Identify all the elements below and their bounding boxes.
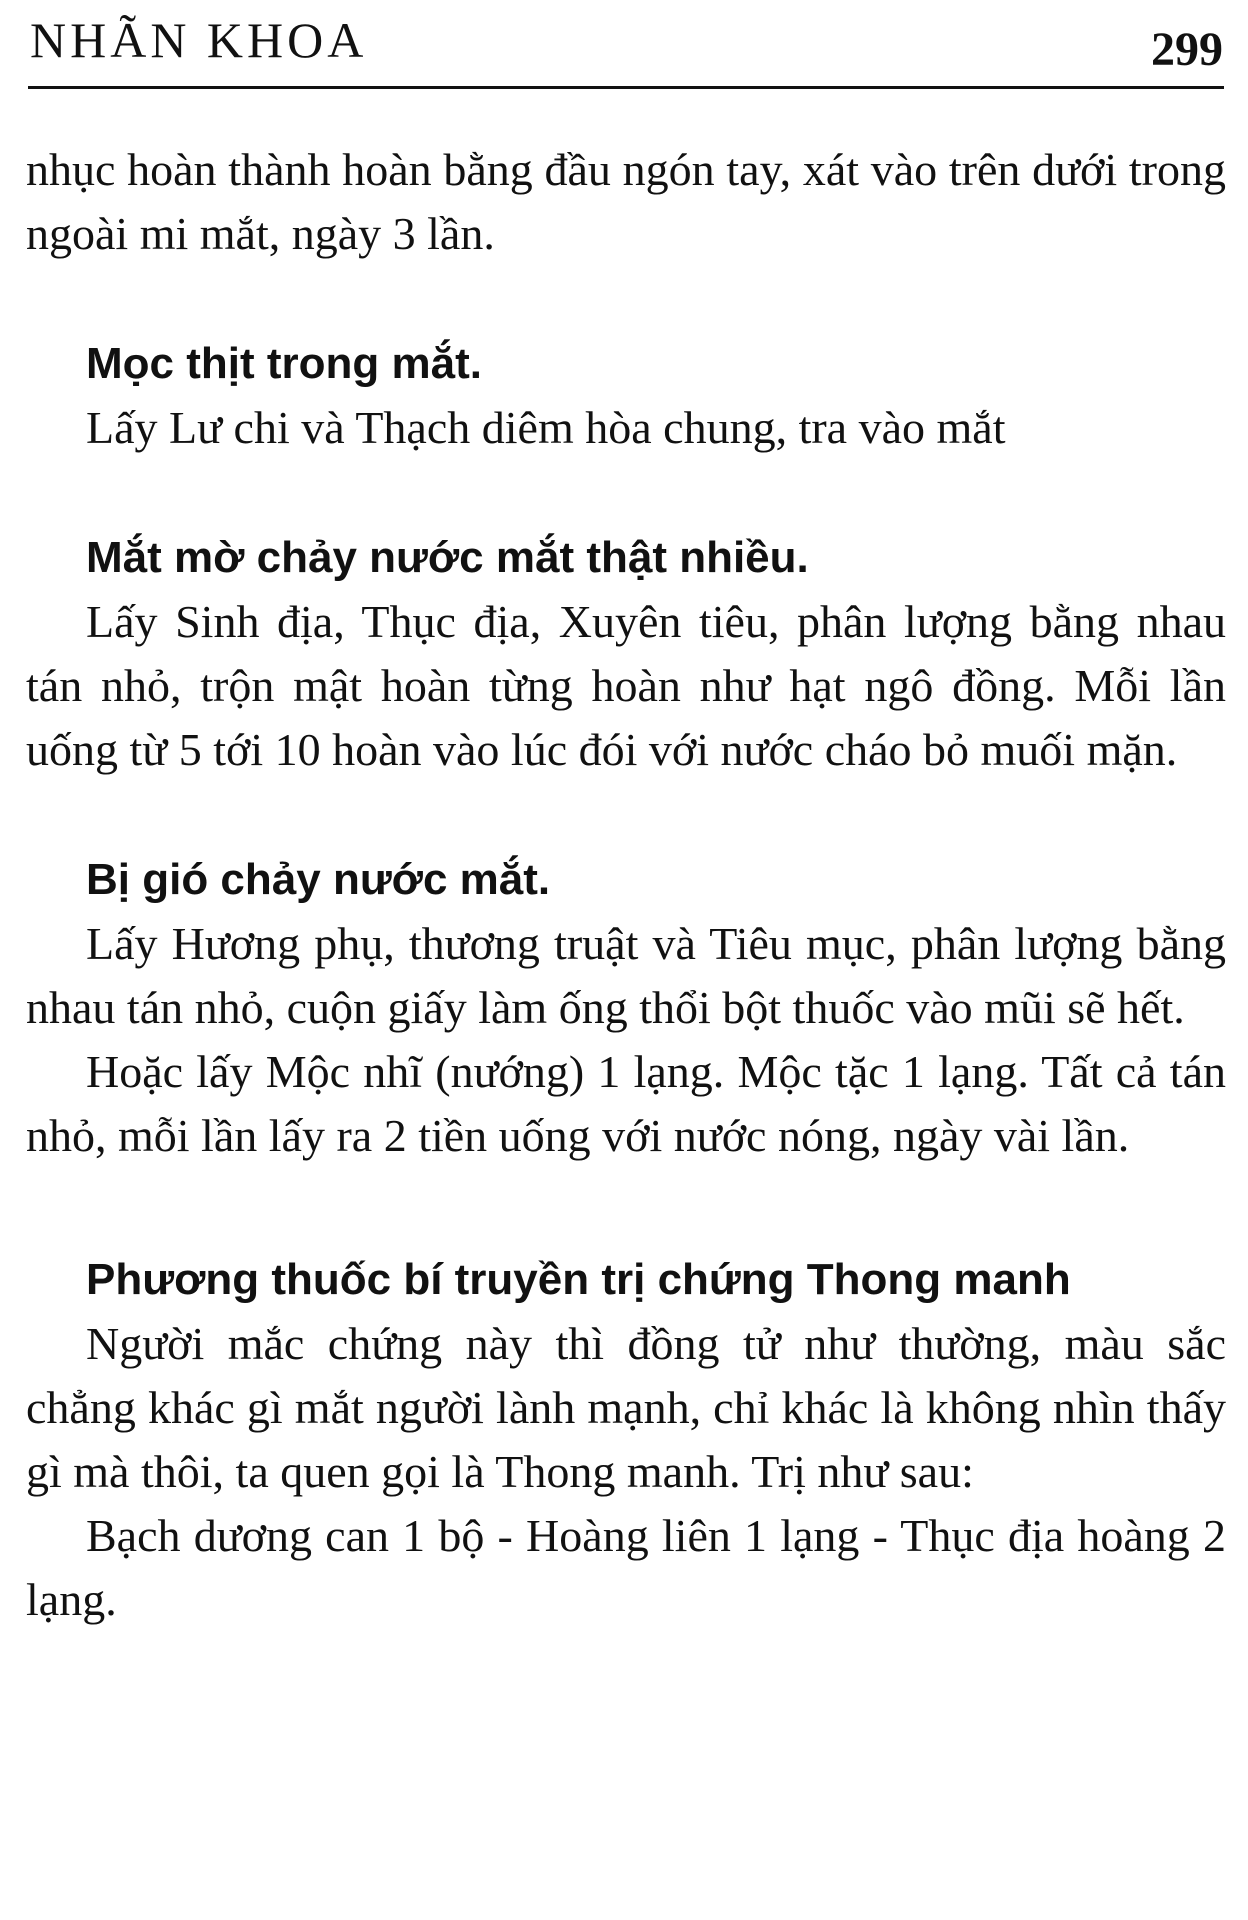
- section-mat-mo: [26, 526, 1226, 782]
- section-thong-manh: [26, 1248, 1226, 1632]
- page-body: [26, 138, 1226, 1632]
- section-paragraph: Lấy Hương phụ, thương truật và Tiêu mục, phân lượng bằng nhau tán nhỏ, cuộn giấy làm ống thổi bột thuốc vào mũi sẽ hết.: [26, 918, 1226, 1033]
- section-moc-thit: [26, 332, 1226, 460]
- running-head: NHÃN KHOA: [30, 12, 368, 68]
- header-rule: [28, 86, 1224, 89]
- section-heading: Mọc thịt trong mắt.: [86, 339, 482, 388]
- section-paragraph: Bạch dương can 1 bộ - Hoàng liên 1 lạng - Thục địa hoàng 2 lạng.: [26, 1510, 1226, 1625]
- section-paragraph: Lấy Sinh địa, Thục địa, Xuyên tiêu, phân lượng bằng nhau tán nhỏ, trộn mật hoàn từng hoàn như hạt ngô đồng. Mỗi lần uống từ 5 tới 10 hoàn vào lúc đói với nước cháo bỏ muối mặn.: [26, 596, 1226, 775]
- intro-paragraph: nhục hoàn thành hoàn bằng đầu ngón tay, xát vào trên dưới trong ngoài mi mắt, ngày 3 lần.: [26, 144, 1226, 259]
- page-number: 299: [1151, 23, 1223, 76]
- section-paragraph: Lấy Lư chi và Thạch diêm hòa chung, tra vào mắt: [86, 402, 1006, 453]
- section-bi-gio: [26, 848, 1226, 1168]
- section-heading: Phương thuốc bí truyền trị chứng Thong manh: [86, 1255, 1071, 1304]
- section-heading: Bị gió chảy nước mắt.: [86, 855, 551, 904]
- section-heading: Mắt mờ chảy nước mắt thật nhiều.: [86, 533, 809, 582]
- section-paragraph: Hoặc lấy Mộc nhĩ (nướng) 1 lạng. Mộc tặc 1 lạng. Tất cả tán nhỏ, mỗi lần lấy ra 2 tiền uống với nước nóng, ngày vài lần.: [26, 1046, 1226, 1161]
- section-paragraph: Người mắc chứng này thì đồng tử như thường, màu sắc chẳng khác gì mắt người lành mạnh, chỉ khác là không nhìn thấy gì mà thôi, ta quen gọi là Thong manh. Trị như sau:: [26, 1318, 1226, 1497]
